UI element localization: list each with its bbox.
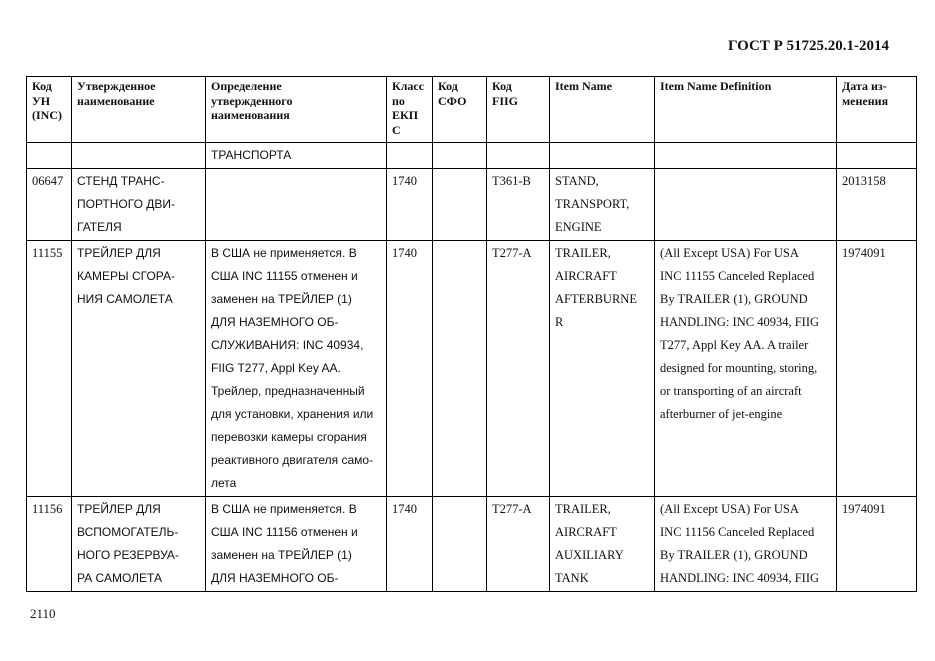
item-name-cell bbox=[550, 169, 655, 241]
definition-cell bbox=[206, 169, 387, 241]
cell-line: реактивного двигателя само- bbox=[211, 453, 374, 467]
code-cell: 11155 bbox=[27, 241, 72, 497]
cell-line: Трейлер, предназначенный bbox=[211, 384, 365, 398]
header-line: менения bbox=[842, 93, 889, 108]
header-line: Item Name Definition bbox=[660, 79, 772, 93]
change-date-cell: 1974091 bbox=[837, 241, 917, 497]
table-row bbox=[27, 241, 917, 497]
cell-line: AUXILIARY bbox=[555, 548, 624, 562]
header-line: Класс bbox=[392, 79, 425, 93]
cell-line: НОГО РЕЗЕРВУА- bbox=[77, 548, 179, 562]
cell-line: R bbox=[555, 315, 564, 329]
item-def-cell bbox=[655, 169, 837, 241]
cell-line: заменен на ТРЕЙЛЕР (1) bbox=[211, 548, 352, 562]
cell-line: (All Except USA) For USA bbox=[660, 246, 799, 260]
col-approved-name-header bbox=[72, 77, 206, 143]
approved-name-cell bbox=[72, 143, 206, 169]
page-number: 2110 bbox=[30, 606, 56, 621]
classification-table bbox=[26, 76, 917, 592]
cell-line: STAND, bbox=[555, 174, 599, 188]
cell-line: ПОРТНОГО ДВИ- bbox=[77, 197, 175, 211]
cell-line: В США не применяется. В bbox=[211, 502, 357, 516]
item-name-cell bbox=[550, 241, 655, 497]
header-line: УН bbox=[32, 93, 51, 108]
cell-line: перевозки камеры сгорания bbox=[211, 430, 367, 444]
table-row bbox=[27, 169, 917, 241]
col-fiig-header bbox=[487, 77, 550, 143]
header-line: наименование bbox=[77, 93, 155, 108]
col-change-date-header bbox=[837, 77, 917, 143]
cell-line: лета bbox=[211, 476, 237, 490]
approved-name-cell bbox=[72, 497, 206, 592]
fiig-cell: T277-A bbox=[487, 497, 550, 592]
cell-line: designed for mounting, storing, bbox=[660, 361, 818, 375]
sfo-cell bbox=[433, 241, 487, 497]
cell-line: T277, Appl Key AA. A trailer bbox=[660, 338, 809, 352]
cell-line: or transporting of an aircraft bbox=[660, 384, 802, 398]
class-cell bbox=[387, 143, 433, 169]
cell-line: для установки, хранения или bbox=[211, 407, 374, 421]
header-line: Код bbox=[438, 79, 458, 93]
sfo-cell bbox=[433, 169, 487, 241]
document-id: ГОСТ Р 51725.20.1-2014 bbox=[727, 38, 889, 54]
cell-line: AIRCRAFT bbox=[555, 525, 617, 539]
cell-line: ТРЕЙЛЕР ДЛЯ bbox=[77, 246, 161, 260]
col-code-inc-header bbox=[27, 77, 72, 143]
col-sfo-header bbox=[433, 77, 487, 143]
cell-line: ГАТЕЛЯ bbox=[77, 220, 122, 234]
cell-line: заменен на ТРЕЙЛЕР (1) bbox=[211, 292, 352, 306]
cell-line: КАМЕРЫ СГОРА- bbox=[77, 269, 175, 283]
cell-line: В США не применяется. В bbox=[211, 246, 357, 260]
header-line: FIIG bbox=[492, 93, 519, 108]
approved-name-cell bbox=[72, 241, 206, 497]
header-line: Дата из- bbox=[842, 79, 887, 93]
header-line: утвержденного bbox=[211, 93, 293, 108]
cell-line: ТРЕЙЛЕР ДЛЯ bbox=[77, 502, 161, 516]
cell-line: TRANSPORT, bbox=[555, 197, 630, 211]
cell-line: ДЛЯ НАЗЕМНОГО ОБ- bbox=[211, 315, 339, 329]
definition-cell bbox=[206, 241, 387, 497]
item-name-cell bbox=[550, 143, 655, 169]
change-date-cell: 2013158 bbox=[837, 169, 917, 241]
code-cell: 06647 bbox=[27, 169, 72, 241]
cell-line: By TRAILER (1), GROUND bbox=[660, 548, 808, 562]
cell-line: РА САМОЛЕТА bbox=[77, 571, 162, 585]
cell-line: TRAILER, bbox=[555, 502, 611, 516]
change-date-cell bbox=[837, 143, 917, 169]
cell-line: (All Except USA) For USA bbox=[660, 502, 799, 516]
cell-line: ENGINE bbox=[555, 220, 602, 234]
header-line: СФО bbox=[438, 93, 467, 108]
cell-line: INC 11155 Canceled Replaced bbox=[660, 269, 815, 283]
table-header-row bbox=[27, 77, 917, 143]
change-date-cell: 1974091 bbox=[837, 497, 917, 592]
cell-line: ДЛЯ НАЗЕМНОГО ОБ- bbox=[211, 571, 339, 585]
cell-line: INC 11156 Canceled Replaced bbox=[660, 525, 815, 539]
header-line: по bbox=[392, 93, 405, 108]
cell-line: ТРАНСПОРТА bbox=[211, 148, 292, 162]
cell-line: ВСПОМОГАТЕЛЬ- bbox=[77, 525, 179, 539]
col-class-header bbox=[387, 77, 433, 143]
cell-line: afterburner of jet-engine bbox=[660, 407, 783, 421]
class-cell: 1740 bbox=[387, 169, 433, 241]
code-cell: 11156 bbox=[27, 497, 72, 592]
cell-line: AIRCRAFT bbox=[555, 269, 617, 283]
item-def-cell bbox=[655, 143, 837, 169]
cell-line: TANK bbox=[555, 571, 589, 585]
sfo-cell bbox=[433, 497, 487, 592]
fiig-cell: T277-A bbox=[487, 241, 550, 497]
class-cell: 1740 bbox=[387, 497, 433, 592]
fiig-cell: T361-B bbox=[487, 169, 550, 241]
header-line: (INC) bbox=[32, 108, 62, 122]
col-item-def-header bbox=[655, 77, 837, 143]
table-row bbox=[27, 143, 917, 169]
cell-line: США INC 11155 отменен и bbox=[211, 269, 358, 283]
cell-line: TRAILER, bbox=[555, 246, 611, 260]
class-cell: 1740 bbox=[387, 241, 433, 497]
fiig-cell bbox=[487, 143, 550, 169]
table-row bbox=[27, 497, 917, 592]
col-item-name-header bbox=[550, 77, 655, 143]
header-line: Item Name bbox=[555, 79, 612, 93]
cell-line: НИЯ САМОЛЕТА bbox=[77, 292, 173, 306]
definition-cell bbox=[206, 143, 387, 169]
header-line: С bbox=[392, 122, 401, 137]
approved-name-cell bbox=[72, 169, 206, 241]
item-name-cell bbox=[550, 497, 655, 592]
header-line: Утвержденное bbox=[77, 79, 156, 93]
header-line: Определение bbox=[211, 79, 282, 93]
sfo-cell bbox=[433, 143, 487, 169]
cell-line: США INC 11156 отменен и bbox=[211, 525, 358, 539]
item-def-cell bbox=[655, 241, 837, 497]
header-line: ЕКП bbox=[392, 108, 419, 122]
item-def-cell bbox=[655, 497, 837, 592]
header-line: наименования bbox=[211, 108, 290, 122]
cell-line: FIIG T277, Appl Key AA. bbox=[211, 361, 341, 375]
cell-line: HANDLING: INC 40934, FIIG bbox=[660, 315, 820, 329]
cell-line: СЛУЖИВАНИЯ: INC 40934, bbox=[211, 338, 364, 352]
header-line: Код bbox=[492, 79, 512, 93]
code-cell bbox=[27, 143, 72, 169]
cell-line: By TRAILER (1), GROUND bbox=[660, 292, 808, 306]
col-definition-header bbox=[206, 77, 387, 143]
header-line: Код bbox=[32, 79, 52, 93]
cell-line: HANDLING: INC 40934, FIIG bbox=[660, 571, 820, 585]
cell-line: СТЕНД ТРАНС- bbox=[77, 174, 165, 188]
definition-cell bbox=[206, 497, 387, 592]
cell-line: AFTERBURNE bbox=[555, 292, 637, 306]
